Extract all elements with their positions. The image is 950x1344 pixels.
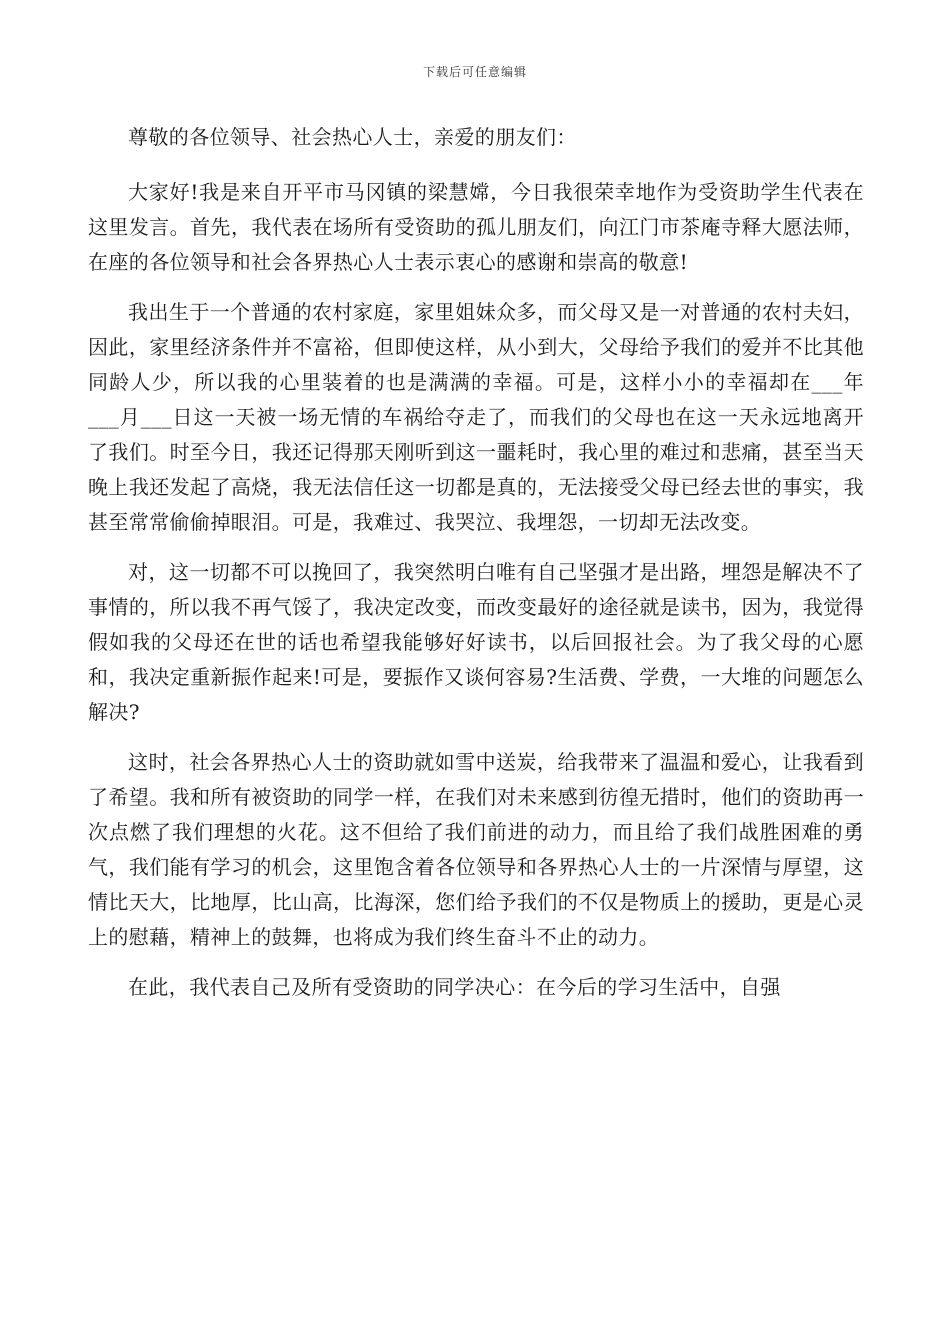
- body-paragraph: 对，这一切都不可以挽回了，我突然明白唯有自己坚强才是出路，埋怨是解决不了事情的，所以我不再气馁了，我决定改变，而改变最好的途径就是读书，因为，我觉得假如我的父母还在世的话也希望我能够好好读书，以后回报社会。为了我父母的心愿和，我决定重新振作起来!可是，要振作又谈何容易?生活费、学费，一大堆的问题怎么解决?: [88, 560, 864, 724]
- page-header: 下载后可任意编辑: [422, 65, 527, 79]
- document-body: [88, 120, 864, 1020]
- body-paragraph: 在此，我代表自己及所有受资助的同学决心：在今后的学习生活中，自强: [128, 975, 781, 999]
- body-paragraph: 我出生于一个普通的农村家庭，家里姐妹众多，而父母又是一对普通的农村夫妇，因此，家里经济条件并不富裕，但即使这样，从小到大，父母给予我们的爱并不比其他同龄人少，所以我的心里装着的也是满满的幸福。可是，这样小小的幸福却在___年___月___日这一天被一场无情的车祸给夺走了，而我们的父母也在这一天永远地离开了我们。时至今日，我还记得那天刚听到这一噩耗时，我心里的难过和悲痛，甚至当天晚上我还发起了高烧，我无法信任这一切都是真的，无法接受父母已经去世的事实，我甚至常常偷偷掉眼泪。可是，我难过、我哭泣、我埋怨，一切却无法改变。: [88, 300, 864, 534]
- body-paragraph: 大家好!我是来自开平市马冈镇的梁慧嫦，今日我很荣幸地作为受资助学生代表在这里发言。首先，我代表在场所有受资助的孤儿朋友们，向江门市茶庵寺释大愿法师，在座的各位领导和社会各界热心人士表示衷心的感谢和崇高的敬意!: [88, 180, 864, 274]
- salutation-paragraph: 尊敬的各位领导、社会热心人士，亲爱的朋友们：: [128, 125, 577, 149]
- body-paragraph: 这时，社会各界热心人士的资助就如雪中送炭，给我带来了温温和爱心，让我看到了希望。我和所有被资助的同学一样，在我们对未来感到彷徨无措时，他们的资助再一次点燃了我们理想的火花。这不但给了我们前进的动力，而且给了我们战胜困难的勇气，我们能有学习的机会，这里饱含着各位领导和各界热心人士的一片深情与厚望，这情比天大，比地厚，比山高，比海深，您们给予我们的不仅是物质上的援助，更是心灵上的慰藉，精神上的鼓舞，也将成为我们终生奋斗不止的动力。: [88, 750, 864, 949]
